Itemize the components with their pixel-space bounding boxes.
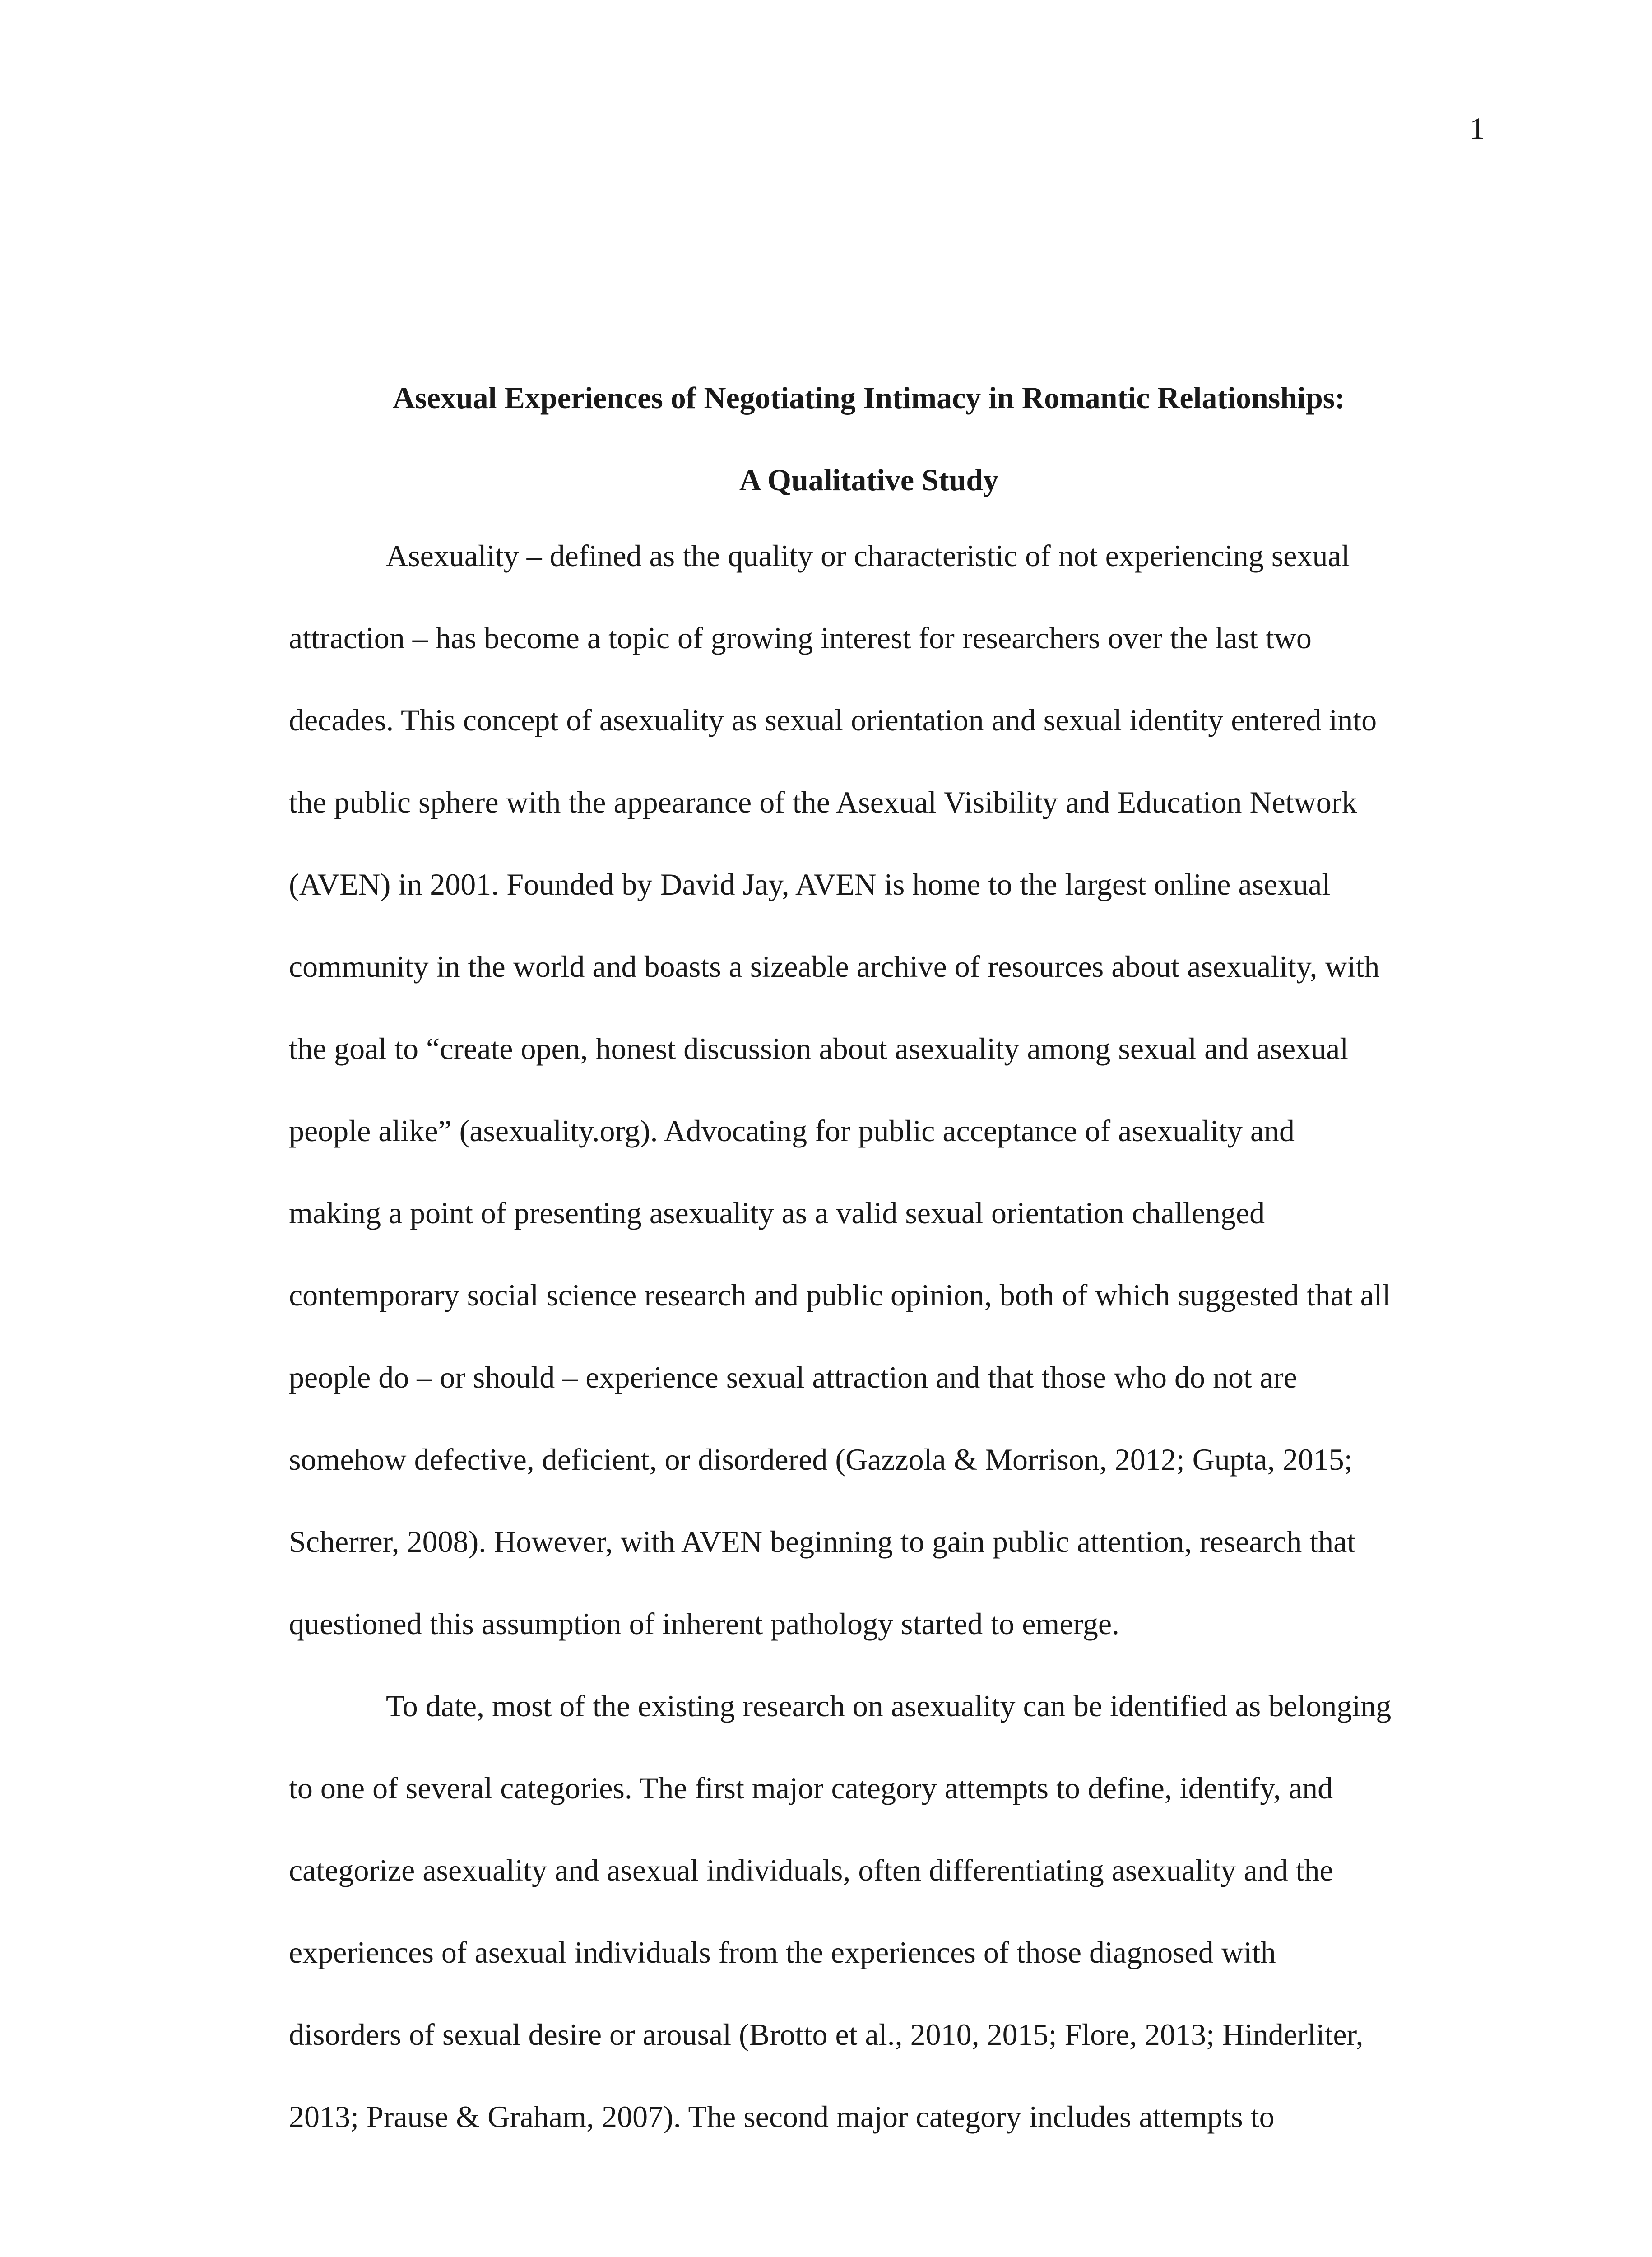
text-line: somehow defective, deficient, or disordered (Gazzola & Morrison, 2012; Gupta, 2015; xyxy=(289,1442,1353,1477)
subtitle-line: A Qualitative Study xyxy=(739,463,999,497)
text-line: attraction – has become a topic of growing interest for researchers over the last two xyxy=(289,621,1312,655)
text-line: community in the world and boasts a sizeable archive of resources about asexuality, with xyxy=(289,949,1380,984)
text-line: To date, most of the existing research on asexuality can be identified as belonging xyxy=(386,1689,1392,1723)
text-line: categorize asexuality and asexual individuals, often differentiating asexuality and the xyxy=(289,1853,1333,1887)
text-line: the public sphere with the appearance of the Asexual Visibility and Education Network xyxy=(289,785,1357,819)
text-line: decades. This concept of asexuality as sexual orientation and sexual identity entered into xyxy=(289,703,1377,737)
paragraph xyxy=(289,515,1449,1665)
document-title xyxy=(289,357,1449,521)
text-line: to one of several categories. The first major category attempts to define, identify, and xyxy=(289,1771,1333,1805)
text-line: experiences of asexual individuals from the experiences of those diagnosed with xyxy=(289,1935,1276,1969)
text-line: (AVEN) in 2001. Founded by David Jay, AVEN is home to the largest online asexual xyxy=(289,867,1331,901)
text-line: people do – or should – experience sexual attraction and that those who do not are xyxy=(289,1360,1297,1394)
text-line: making a point of presenting asexuality as a valid sexual orientation challenged xyxy=(289,1196,1265,1230)
text-line: Asexuality – defined as the quality or characteristic of not experiencing sexual xyxy=(386,539,1350,573)
text-line: questioned this assumption of inherent pathology started to emerge. xyxy=(289,1607,1120,1641)
text-line: 2013; Prause & Graham, 2007). The second major category includes attempts to xyxy=(289,2099,1275,2134)
paragraph xyxy=(289,1665,1449,2158)
text-line: disorders of sexual desire or arousal (Brotto et al., 2010, 2015; Flore, 2013; Hinderliter, xyxy=(289,2017,1364,2052)
body-text xyxy=(289,515,1449,2158)
page-number: 1 xyxy=(1470,111,1485,145)
text-line: people alike” (asexuality.org). Advocating for public acceptance of asexuality and xyxy=(289,1114,1295,1148)
text-line: Scherrer, 2008). However, with AVEN beginning to gain public attention, research that xyxy=(289,1524,1356,1559)
title-line: Asexual Experiences of Negotiating Intimacy in Romantic Relationships: xyxy=(393,381,1345,415)
text-line: contemporary social science research and public opinion, both of which suggested that all xyxy=(289,1278,1391,1312)
text-line: the goal to “create open, honest discussion about asexuality among sexual and asexual xyxy=(289,1031,1349,1066)
